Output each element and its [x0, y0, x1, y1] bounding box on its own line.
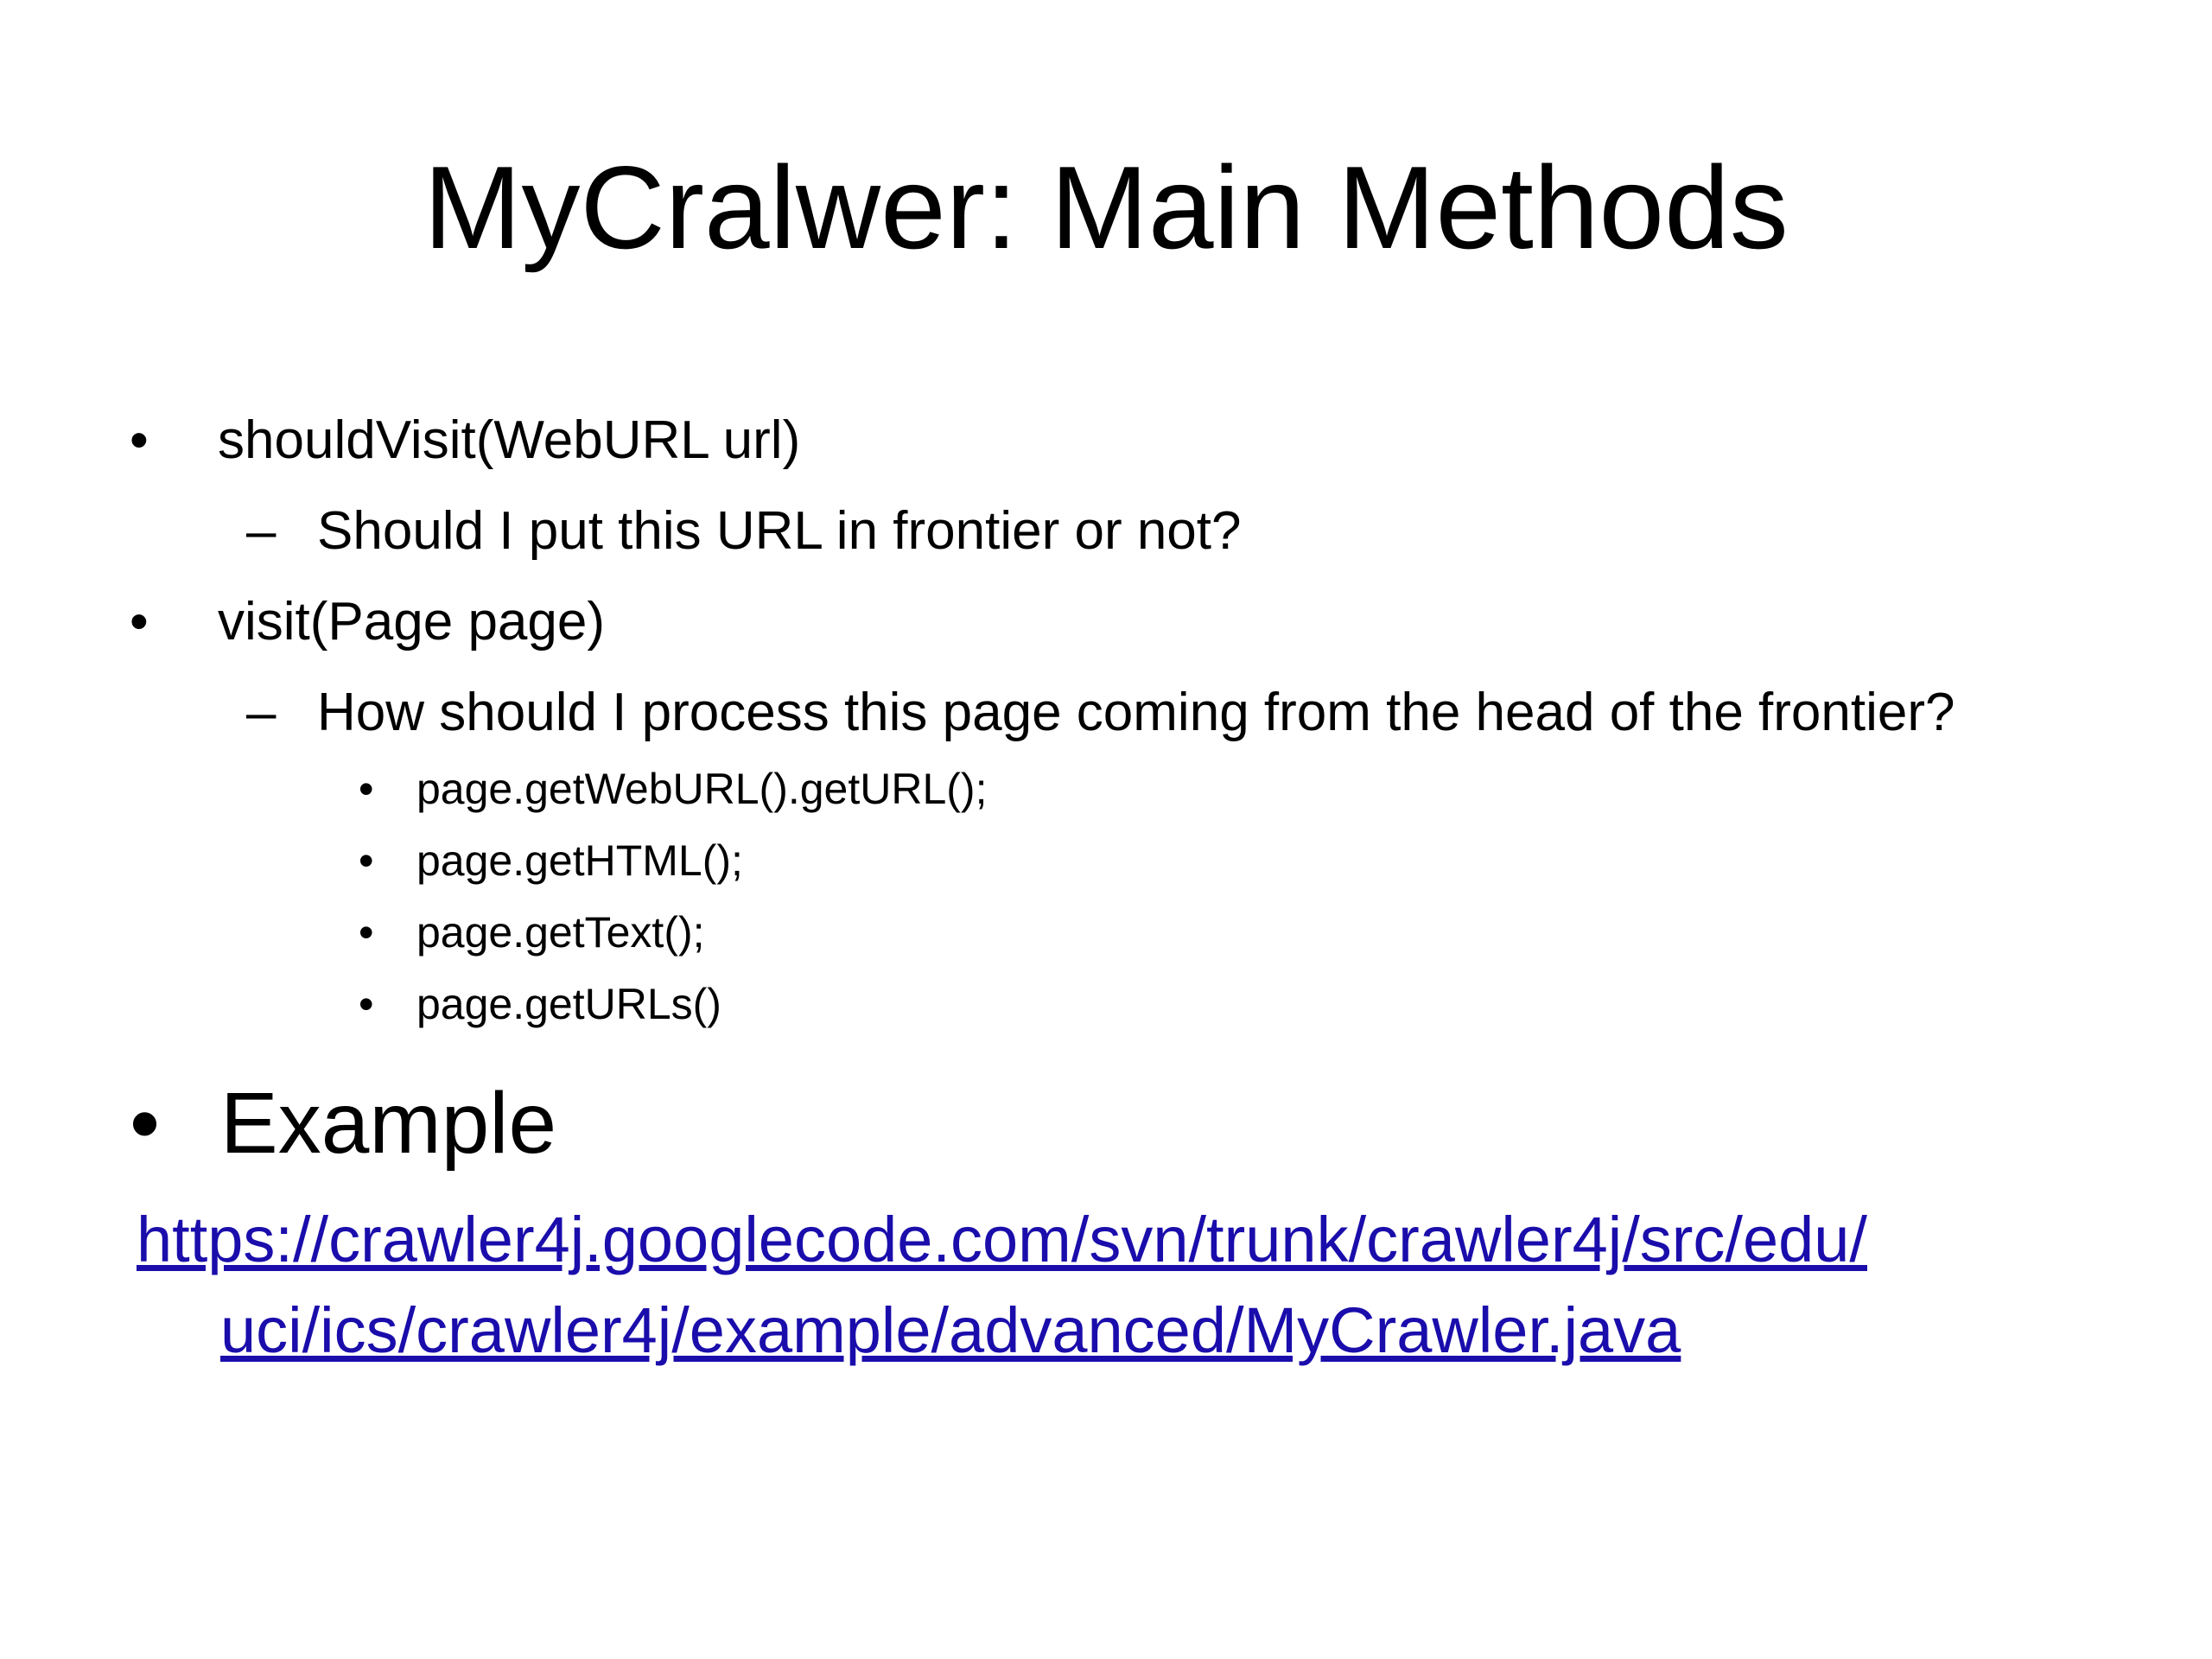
- bullet-icon: •: [130, 592, 149, 652]
- dash-icon: –: [246, 683, 276, 742]
- bullet-item-shouldvisit: shouldVisit(WebURL url): [218, 410, 801, 470]
- sub-item-how-process-page: How should I process this page coming from the head of the frontier?: [317, 683, 1955, 742]
- bullet-icon: •: [130, 1075, 161, 1172]
- bullet-icon: •: [359, 980, 374, 1028]
- sub-item-should-put-url: Should I put this URL in frontier or not?: [317, 501, 1242, 561]
- example-label: Example: [220, 1075, 557, 1172]
- code-item-get-text: page.getText();: [416, 908, 705, 957]
- bullet-item-visit: visit(Page page): [218, 592, 606, 652]
- code-item-get-url: page.getWebURL().getURL();: [416, 765, 988, 813]
- slide-title: MyCralwer: Main Methods: [423, 142, 1789, 273]
- bullet-icon: •: [130, 410, 149, 470]
- bullet-icon: •: [359, 765, 374, 813]
- bullet-icon: •: [359, 908, 374, 957]
- example-link-line-2[interactable]: uci/ics/crawler4j/example/advanced/MyCrawler.java: [220, 1294, 1681, 1366]
- code-item-get-html: page.getHTML();: [416, 836, 743, 885]
- code-item-get-urls: page.getURLs(): [416, 980, 721, 1028]
- example-link-line-1[interactable]: https://crawler4j.googlecode.com/svn/trunk/crawler4j/src/edu/: [137, 1204, 1867, 1275]
- dash-icon: –: [246, 501, 276, 561]
- bullet-icon: •: [359, 836, 374, 885]
